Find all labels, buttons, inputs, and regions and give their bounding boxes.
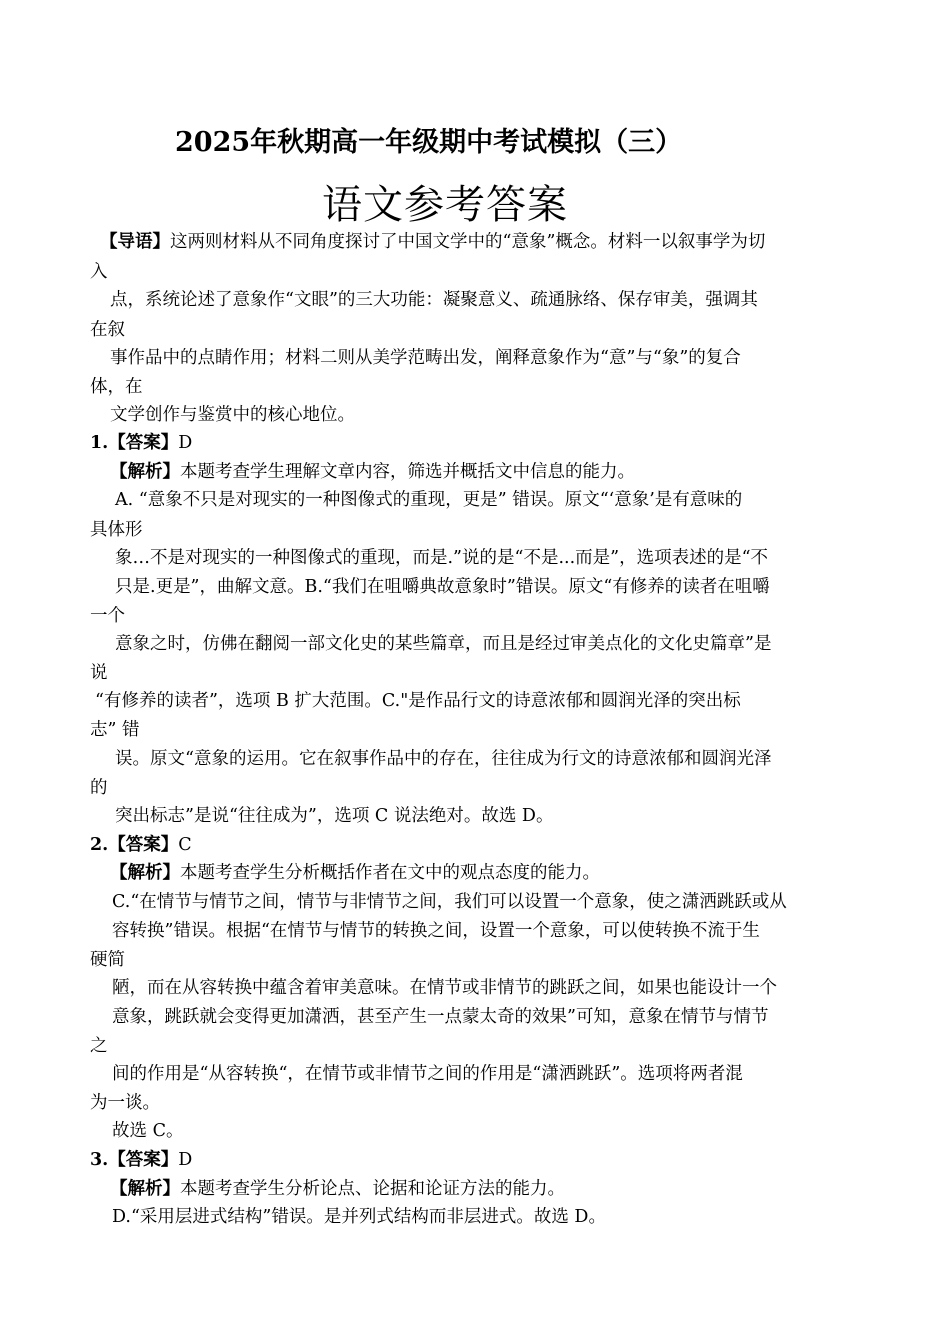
- text-line: [90, 433, 192, 453]
- line-text: 具体形: [90, 520, 143, 540]
- line-text: “有修养的读者”，选项 B 扩大范围。C."是作品行文的诗意浓郁和圆润光泽的突出标: [95, 691, 741, 711]
- line-text: 陋，而在从容转换中蕴含着审美意味。在情节或非情节的跳跃之间，如果也能设计一个: [112, 978, 777, 998]
- line-text: 容转换”错误。根据“在情节与情节的转换之间，设置一个意象，可以使转换不流于生: [112, 921, 760, 941]
- bold-label: 【解析】: [110, 462, 180, 482]
- text-line: [90, 663, 108, 683]
- text-line: [112, 1207, 606, 1227]
- bold-label: 2.【答案】: [90, 835, 179, 855]
- text-line: [115, 490, 742, 510]
- text-line: [90, 778, 108, 798]
- line-text: 本题考查学生分析论点、论据和论证方法的能力。: [180, 1179, 565, 1199]
- text-line: [90, 320, 125, 340]
- answer-key-title: 语文参考答案: [322, 182, 568, 228]
- line-text: 本题考查学生理解文章内容，筛选并概括文中信息的能力。: [180, 462, 635, 482]
- line-text: 文学创作与鉴赏中的核心地位。: [110, 405, 355, 425]
- text-line: [110, 462, 635, 482]
- line-text: D: [178, 1150, 193, 1170]
- line-text: 的: [90, 778, 108, 798]
- text-line: [90, 1150, 192, 1170]
- text-line: [112, 892, 787, 912]
- text-line: [90, 1093, 160, 1113]
- exam-title: 2025年秋期高一年级期中考试模拟（三）: [175, 127, 683, 158]
- text-line: [100, 232, 765, 252]
- line-text: 志” 错: [90, 720, 140, 740]
- line-text: 一个: [90, 606, 125, 626]
- line-text: 入: [90, 262, 108, 282]
- line-text: 为一谈。: [90, 1093, 160, 1113]
- text-line: [115, 548, 768, 568]
- bold-label: 【解析】: [110, 1179, 180, 1199]
- text-line: [112, 1007, 768, 1027]
- line-text: 间的作用是“从容转换“，在情节或非情节之间的作用是“潇洒跳跃”。选项将两者混: [112, 1064, 743, 1084]
- bold-label: 3.【答案】: [90, 1150, 179, 1170]
- line-text: 只是.更是”，曲解文意。B.“我们在咀嚼典故意象时”错误。原文“有修养的读者在咀嚼: [115, 577, 770, 597]
- text-line: [90, 520, 143, 540]
- line-text: C: [178, 835, 192, 855]
- bold-label: 【导语】: [100, 232, 170, 252]
- text-line: [115, 806, 553, 826]
- line-text: 本题考查学生分析概括作者在文中的观点态度的能力。: [180, 863, 600, 883]
- line-text: A. “意象不只是对现实的一种图像式的重现，更是” 错误。原文“‘意象’是有意味的: [115, 490, 743, 510]
- text-line: [112, 1064, 743, 1084]
- bold-label: 【解析】: [110, 863, 180, 883]
- line-text: C.“在情节与情节之间，情节与非情节之间，我们可以设置一个意象，使之潇洒跳跃或从: [112, 892, 787, 912]
- bold-label: 1.【答案】: [90, 433, 179, 453]
- text-line: [90, 606, 125, 626]
- line-text: 之: [90, 1036, 108, 1056]
- text-line: [90, 835, 192, 855]
- text-line: [110, 290, 758, 310]
- text-line: [90, 262, 108, 282]
- line-text: 意象，跳跃就会变得更加潇洒，甚至产生一点蒙太奇的效果”可知，意象在情节与情节: [112, 1007, 769, 1027]
- text-line: [110, 405, 355, 425]
- text-line: [110, 863, 600, 883]
- line-text: D: [178, 433, 193, 453]
- text-line: [90, 950, 125, 970]
- text-line: [95, 691, 741, 711]
- line-text: 象…不是对现实的一种图像式的重现，而是.”说的是“不是...而是”，选项表述的是“不: [115, 548, 769, 568]
- line-text: 突出标志”是说“往往成为”，选项 C 说法绝对。故选 D。: [115, 806, 554, 826]
- line-text: 事作品中的点睛作用；材料二则从美学范畴出发，阐释意象作为“意”与“象”的复合: [110, 348, 741, 368]
- text-line: [90, 1036, 108, 1056]
- text-line: [112, 1121, 183, 1141]
- line-text: 说: [90, 663, 108, 683]
- line-text: 误。原文“意象的运用。它在叙事作品中的存在，往往成为行文的诗意浓郁和圆润光泽: [115, 749, 772, 769]
- line-text: D.“采用层进式结构”错误。是并列式结构而非层进式。故选 D。: [112, 1207, 606, 1227]
- line-text: 在叙: [90, 320, 125, 340]
- line-text: 故选 C。: [112, 1121, 184, 1141]
- line-text: 这两则材料从不同角度探讨了中国文学中的“意象”概念。材料一以叙事学为切: [170, 232, 766, 252]
- text-line: [115, 749, 771, 769]
- text-line: [90, 377, 143, 397]
- text-line: [115, 634, 771, 654]
- text-line: [110, 348, 741, 368]
- line-text: 点，系统论述了意象作“文眼”的三大功能：凝聚意义、疏通脉络、保存审美，强调其: [110, 290, 758, 310]
- line-text: 意象之时，仿佛在翻阅一部文化史的某些篇章，而且是经过审美点化的文化史篇章”是: [115, 634, 772, 654]
- text-line: [112, 921, 760, 941]
- line-text: 体，在: [90, 377, 143, 397]
- text-line: [112, 978, 777, 998]
- text-line: [110, 1179, 565, 1199]
- line-text: 硬简: [90, 950, 125, 970]
- text-line: [115, 577, 770, 597]
- text-line: [90, 720, 140, 740]
